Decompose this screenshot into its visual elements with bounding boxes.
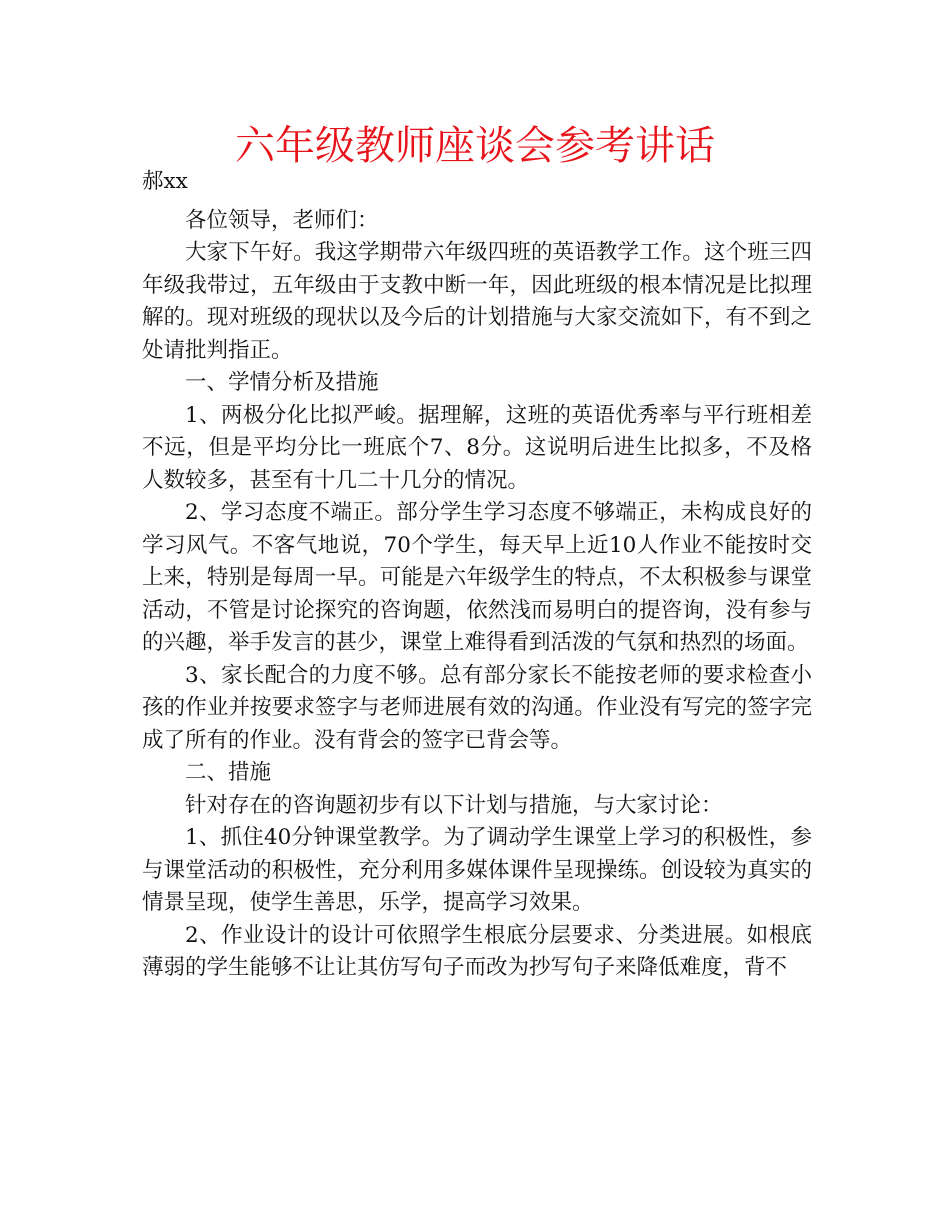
analysis-item-3: 3、家长配合的力度不够。总有部分家长不能按老师的要求检查小孩的作业并按要求签字与老师进展有效的沟通。作业没有写完的签字完成了所有的作业。没有背会的签字已背会等。 (142, 662, 812, 753)
measures-item-1: 1、抓住40分钟课堂教学。为了调动学生课堂上学习的积极性，参与课堂活动的积极性，充分利用多媒体课件呈现操练。创设较为真实的情景呈现，使学生善思，乐学，提高学习效果。 (142, 825, 812, 915)
section-heading-measures: 二、措施 (185, 760, 272, 785)
author-line: 郝xx (142, 169, 188, 194)
document-title: 六年级教师座谈会参考讲话 (235, 123, 715, 169)
document-body (142, 166, 812, 985)
measures-intro: 针对存在的咨询题初步有以下计划与措施，与大家讨论： (185, 792, 723, 818)
analysis-item-1: 1、两极分化比拟严峻。据理解，这班的英语优秀率与平行班相差不远，但是平均分比一班底个7、8分。这说明后进生比拟多，不及格人数较多，甚至有十几二十几分的情况。 (142, 402, 812, 493)
section-heading-analysis: 一、学情分析及措施 (185, 370, 379, 395)
intro-paragraph: 大家下午好。我这学期带六年级四班的英语教学工作。这个班三四年级我带过，五年级由于支教中断一年，因此班级的根本情况是比拟理解的。现对班级的现状以及今后的计划措施与大家交流如下，有不到之处请批判指正。 (142, 240, 812, 363)
greeting-paragraph: 各位领导，老师们： (185, 207, 379, 233)
analysis-item-2: 2、学习态度不端正。部分学生学习态度不够端正，未构成良好的学习风气。不客气地说，70个学生，每天早上近10人作业不能按时交上来，特别是每周一早。可能是六年级学生的特点，不太积极参与课堂活动，不管是讨论探究的咨询题，依然浅而易明白的提咨询，没有参与的兴趣，举手发言的甚少，课堂上难得看到活泼的气氛和热烈的场面。 (142, 500, 812, 655)
measures-item-2: 2、作业设计的设计可依照学生根底分层要求、分类进展。如根底薄弱的学生能够不让让其仿写句子而改为抄写句子来降低难度，背不 (142, 922, 812, 980)
